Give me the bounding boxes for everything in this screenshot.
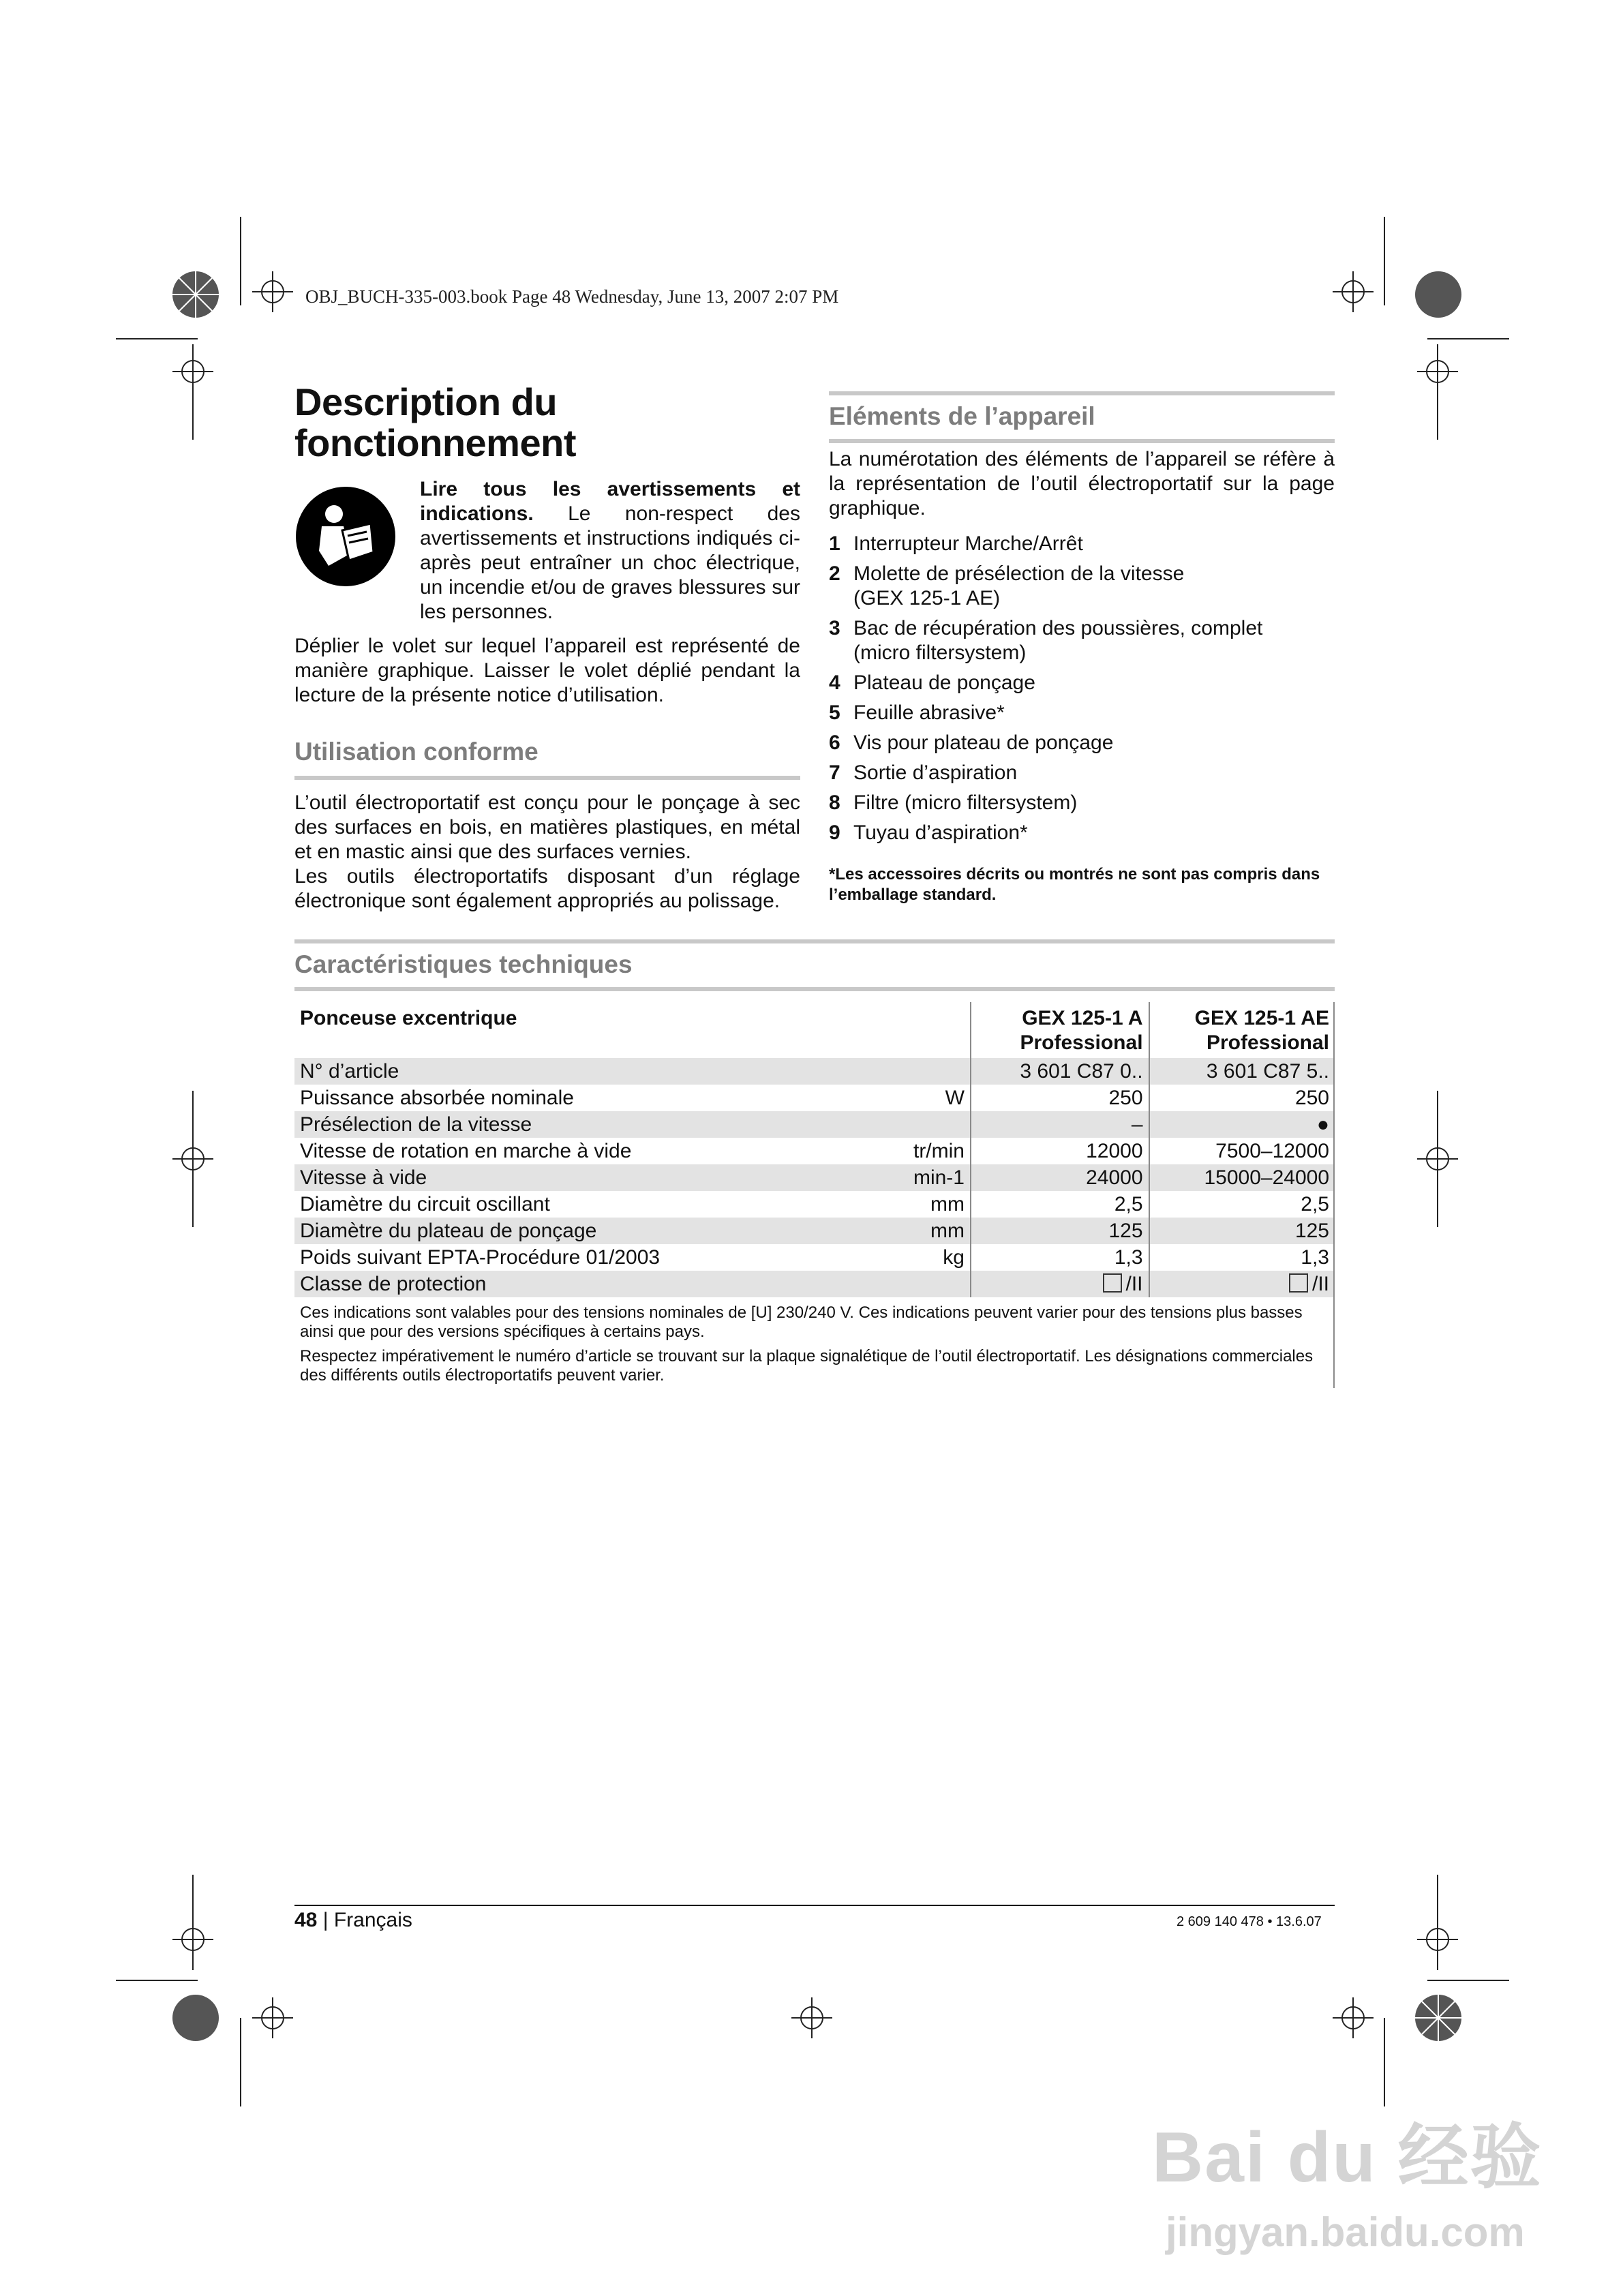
list-item: 6 Vis pour plateau de ponçage <box>829 731 1114 754</box>
list-item: 1 Interrupteur Marche/Arrêt <box>829 532 1083 555</box>
table-header-row: Ponceuse excentrique GEX 125-1 A Professional GEX 125-1 AE Professional <box>294 1002 1335 1058</box>
list-item: 9 Tuyau d’aspiration* <box>829 821 1028 844</box>
table-row: Diamètre du plateau de ponçage mm 125 125 <box>294 1218 1335 1244</box>
usage-section-heading: Utilisation conforme <box>294 731 800 780</box>
protection-class-icon <box>1103 1273 1122 1293</box>
table-row: Poids suivant EPTA-Procédure 01/2003 kg 1,3 1,3 <box>294 1244 1335 1271</box>
table-row: Présélection de la vitesse – ● <box>294 1111 1335 1138</box>
accessories-note: *Les accessoires décrits ou montrés ne sont pas compris dans l’emballage standard. <box>829 865 1320 904</box>
tech-table <box>294 1002 1335 1297</box>
fold-instruction: Déplier le volet sur lequel l’appareil est représenté de manière graphique. Laisser le volet déplié pendant la lecture de la présente notice d’utilisation. <box>294 635 800 706</box>
warning-text: Lire tous les avertissements et indications. Le non-respect des avertissements et instructions indiqués ci-après peut entraîner un choc électrique, un incendie et/ou de graves blessures sur les personnes. <box>420 478 800 623</box>
list-item: 8 Filtre (micro filtersystem) <box>829 791 1078 814</box>
table-footnote-1: Ces indications sont valables pour des tensions nominales de [U] 230/240 V. Ces indications peuvent varier pour des tensions plus basses ainsi que pour des versions spécifiques à certains pays. <box>300 1303 1303 1341</box>
table-right-rule <box>1333 1002 1335 1388</box>
page-title: Description du fonctionnement <box>294 380 576 464</box>
table-row: N° d’article 3 601 C87 0.. 3 601 C87 5.. <box>294 1058 1335 1085</box>
table-footnote-2: Respectez impérativement le numéro d’article se trouvant sur la plaque signalétique de l’outil électroportatif. Les désignations commerciales des différents outils électroportatifs peuvent varier. <box>300 1347 1314 1385</box>
usage-paragraph-2: Les outils électroportatifs disposant d’un réglage électronique sont également appropriés au polissage. <box>294 865 800 912</box>
elements-list <box>829 532 1335 851</box>
list-item: 4 Plateau de ponçage <box>829 671 1035 694</box>
table-row: Classe de protection /II /II <box>294 1271 1335 1297</box>
protection-class-icon <box>1289 1273 1308 1293</box>
list-item: 2 Molette de présélection de la vitesse (GEX 125-1 AE) <box>829 562 1185 609</box>
doc-code: 2 609 140 478 • 13.6.07 <box>1177 1914 1322 1929</box>
list-item: 7 Sortie d’aspiration <box>829 761 1018 784</box>
list-item: 5 Feuille abrasive* <box>829 701 1005 724</box>
elements-intro: La numérotation des éléments de l’appareil se réfère à la représentation de l’outil électroportatif sur la page graphique. <box>829 448 1335 519</box>
watermark-brand: Bai du 经验 <box>1152 2118 1543 2197</box>
table-row: Diamètre du circuit oscillant mm 2,5 2,5 <box>294 1191 1335 1218</box>
watermark-url: jingyan.baidu.com <box>1166 2209 1525 2255</box>
page-footer: 48 | Français <box>294 1909 412 1931</box>
read-manual-icon <box>294 485 397 588</box>
print-header: OBJ_BUCH-335-003.book Page 48 Wednesday, June 13, 2007 2:07 PM <box>305 286 839 307</box>
list-item: 3 Bac de récupération des poussières, complet (micro filtersystem) <box>829 617 1263 664</box>
table-row: Vitesse à vide min-1 24000 15000–24000 <box>294 1164 1335 1191</box>
table-row: Vitesse de rotation en marche à vide tr/min 12000 7500–12000 <box>294 1138 1335 1164</box>
table-row: Puissance absorbée nominale W 250 250 <box>294 1085 1335 1111</box>
tech-section-heading: Caractéristiques techniques <box>294 939 1335 991</box>
elements-section-heading: Eléments de l’appareil <box>829 391 1335 443</box>
usage-paragraph-1: L’outil électroportatif est conçu pour le ponçage à sec des surfaces en bois, en matières plastiques, en métal et en mastic ainsi que des surfaces vernies. <box>294 791 800 863</box>
footer-rule <box>294 1905 1335 1906</box>
